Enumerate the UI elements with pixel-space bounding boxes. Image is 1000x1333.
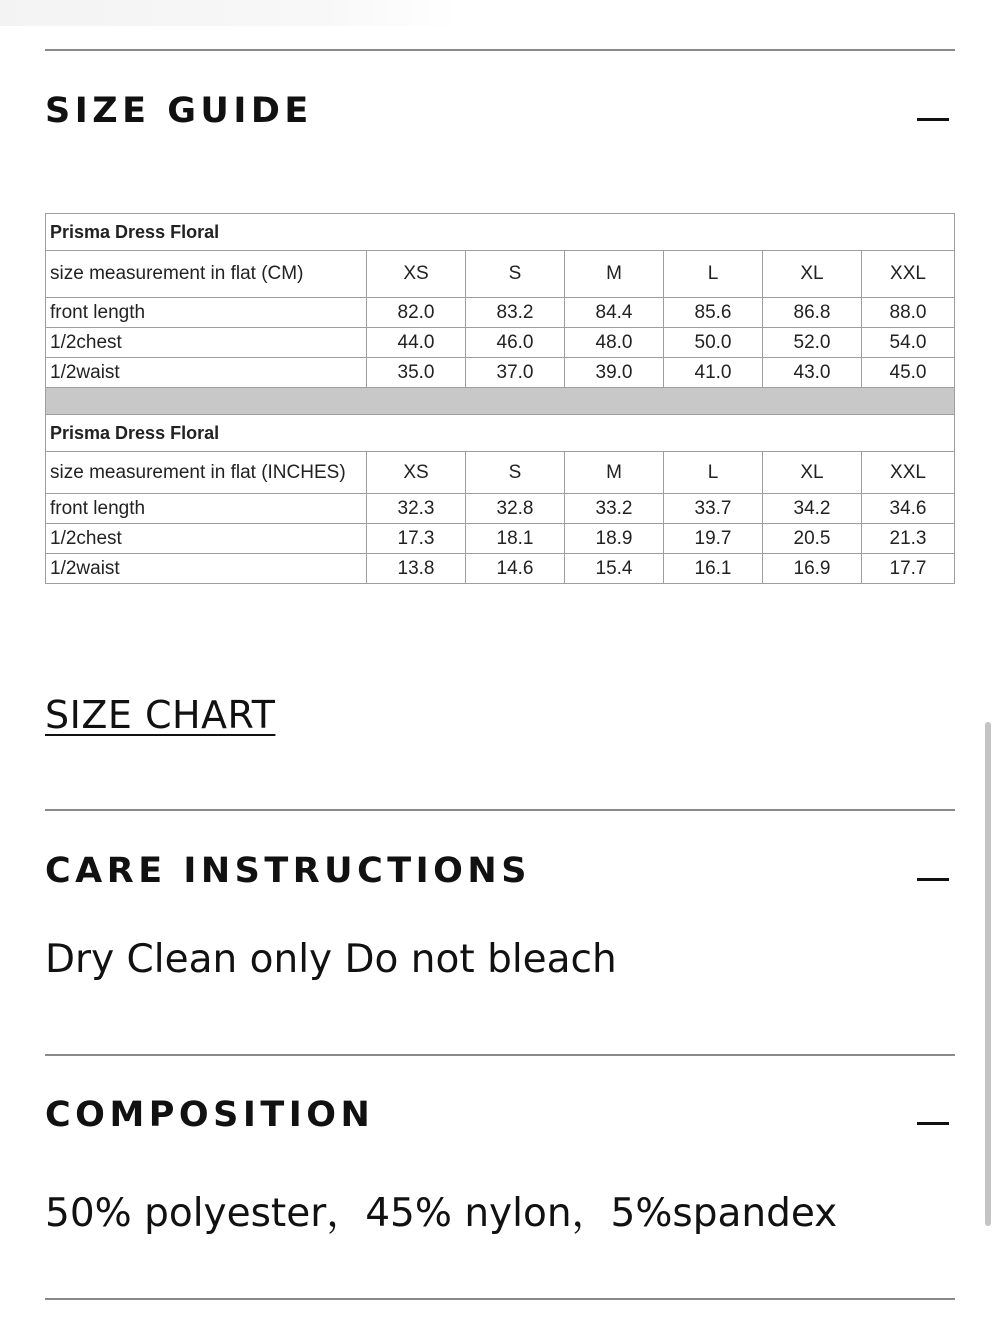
- table-cell: 86.8: [763, 298, 862, 328]
- table-cell: 37.0: [466, 358, 565, 388]
- table-cell: 13.8: [367, 554, 466, 584]
- composition-title: COMPOSITION: [45, 1095, 375, 1135]
- table-cell: 46.0: [466, 328, 565, 358]
- row-label: 1/2waist: [46, 358, 367, 388]
- table-cell: 39.0: [565, 358, 664, 388]
- size-header: XXL: [862, 452, 955, 494]
- composition-collapse-button[interactable]: [895, 1085, 955, 1145]
- divider-composition: [45, 1054, 955, 1056]
- table-cell: 17.7: [862, 554, 955, 584]
- size-guide-collapse-button[interactable]: [895, 81, 955, 141]
- size-guide-title: SIZE GUIDE: [45, 91, 313, 131]
- size-header: M: [565, 452, 664, 494]
- divider-bottom: [45, 1298, 955, 1300]
- table-cell: 54.0: [862, 328, 955, 358]
- measure-label: size measurement in flat (CM): [46, 251, 367, 298]
- table-cell: 45.0: [862, 358, 955, 388]
- table-cell: 44.0: [367, 328, 466, 358]
- table-spacer: [46, 388, 955, 415]
- table-cell: 48.0: [565, 328, 664, 358]
- table-cell: 84.4: [565, 298, 664, 328]
- composition-text: 50% polyester，45% nylon，5%spandex: [45, 1191, 838, 1236]
- size-header: XS: [367, 452, 466, 494]
- table-cell: 52.0: [763, 328, 862, 358]
- care-instructions-header[interactable]: [45, 841, 955, 901]
- row-label: front length: [46, 494, 367, 524]
- row-label: 1/2chest: [46, 524, 367, 554]
- table-cell: 18.1: [466, 524, 565, 554]
- composition-header[interactable]: [45, 1085, 955, 1145]
- size-header: S: [466, 251, 565, 298]
- table-row: [46, 298, 955, 328]
- table-cell: 50.0: [664, 328, 763, 358]
- table-row: [46, 554, 955, 584]
- table-row: [46, 358, 955, 388]
- table-cell: 17.3: [367, 524, 466, 554]
- table-header-row: [46, 251, 955, 298]
- size-header: L: [664, 251, 763, 298]
- table-row: [46, 524, 955, 554]
- table-title: Prisma Dress Floral: [46, 415, 955, 452]
- size-header: M: [565, 251, 664, 298]
- table-cell: 88.0: [862, 298, 955, 328]
- table-cell: 33.2: [565, 494, 664, 524]
- table-cell: 19.7: [664, 524, 763, 554]
- table-cell: 83.2: [466, 298, 565, 328]
- care-instructions-collapse-button[interactable]: [895, 841, 955, 901]
- scrollbar-thumb[interactable]: [985, 722, 991, 1226]
- minus-icon: [917, 878, 949, 881]
- table-cell: 34.6: [862, 494, 955, 524]
- table-spacer-row: [46, 388, 955, 415]
- table-cell: 32.3: [367, 494, 466, 524]
- row-label: 1/2chest: [46, 328, 367, 358]
- size-chart-link[interactable]: SIZE CHART: [45, 693, 276, 737]
- size-header: L: [664, 452, 763, 494]
- table-cell: 35.0: [367, 358, 466, 388]
- table-cell: 14.6: [466, 554, 565, 584]
- divider-care: [45, 809, 955, 811]
- table-cell: 34.2: [763, 494, 862, 524]
- divider-top: [45, 49, 955, 51]
- size-guide-header[interactable]: [45, 81, 955, 141]
- table-cell: 82.0: [367, 298, 466, 328]
- table-cell: 85.6: [664, 298, 763, 328]
- table-cell: 16.9: [763, 554, 862, 584]
- measure-label: size measurement in flat (INCHES): [46, 452, 367, 494]
- size-header: XL: [763, 452, 862, 494]
- size-header: XL: [763, 251, 862, 298]
- top-fade: [0, 0, 460, 26]
- table-cell: 16.1: [664, 554, 763, 584]
- table-header-row: [46, 452, 955, 494]
- row-label: front length: [46, 298, 367, 328]
- minus-icon: [917, 1122, 949, 1125]
- table-cell: 41.0: [664, 358, 763, 388]
- table-cell: 21.3: [862, 524, 955, 554]
- table-cell: 15.4: [565, 554, 664, 584]
- size-guide-table-image: [45, 213, 954, 589]
- care-instructions-title: CARE INSTRUCTIONS: [45, 851, 531, 891]
- row-label: 1/2waist: [46, 554, 367, 584]
- table-row: [46, 328, 955, 358]
- size-header: S: [466, 452, 565, 494]
- size-table: [45, 213, 955, 584]
- table-row: [46, 494, 955, 524]
- minus-icon: [917, 118, 949, 121]
- table-cell: 33.7: [664, 494, 763, 524]
- care-instructions-text: Dry Clean only Do not bleach: [45, 937, 617, 982]
- size-header: XS: [367, 251, 466, 298]
- size-header: XXL: [862, 251, 955, 298]
- table-title-row: [46, 415, 955, 452]
- table-title-row: [46, 214, 955, 251]
- table-cell: 43.0: [763, 358, 862, 388]
- table-title: Prisma Dress Floral: [46, 214, 955, 251]
- table-cell: 18.9: [565, 524, 664, 554]
- table-cell: 20.5: [763, 524, 862, 554]
- table-cell: 32.8: [466, 494, 565, 524]
